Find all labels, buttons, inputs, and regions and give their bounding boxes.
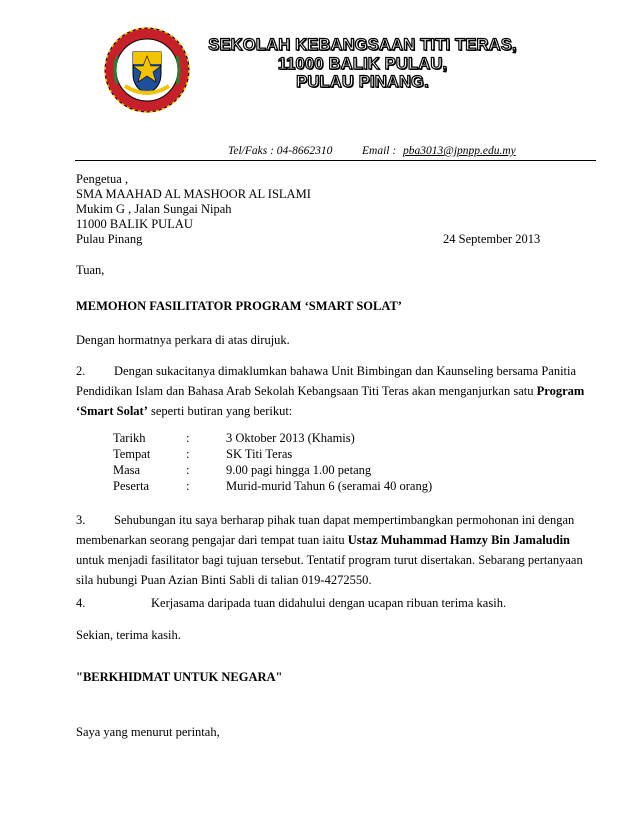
detail-value: 3 Oktober 2013 (Khamis) [226, 431, 355, 445]
closing-line: Sekian, terima kasih. [76, 628, 181, 642]
school-crest-logo [103, 26, 191, 114]
paragraph-3 [76, 510, 596, 590]
sign-off-line: Saya yang menurut perintah, [76, 725, 220, 739]
recipient-line-5: Pulau Pinang [76, 232, 143, 246]
recipient-line-4: 11000 BALIK PULAU [76, 217, 193, 231]
header-divider [75, 160, 596, 161]
paragraph-2-text: Dengan sukacitanya dimaklumkan bahawa Unit Bimbingan dan Kaunseling bersama Panitia Pendidikan Islam dan Bahasa Arab Sekolah Kebangsaan Titi Teras akan menganjurkan satu [76, 364, 577, 398]
school-address: 11000 BALIK PULAU, [277, 55, 448, 73]
paragraph-3-facilitator: Ustaz Muhammad Hamzy Bin Jamaludin [347, 533, 571, 547]
paragraph-3-text: Sehubungan itu saya berharap pihak tuan dapat mempertimbangkan permohonan ini dengan membenarkan seorang pengajar dari tempat tuan iaitu [76, 513, 575, 547]
detail-value: Murid-murid Tahun 6 (seramai 40 orang) [226, 479, 433, 493]
recipient-line-1: Pengetua , [76, 172, 129, 186]
paragraph-4 [76, 596, 506, 611]
paragraph-2 [76, 361, 596, 421]
salutation: Tuan, [76, 263, 105, 277]
detail-label: Masa [113, 463, 141, 477]
email-link[interactable]: pba3013@jpnpp.edu.my [403, 145, 516, 157]
reference-line: Dengan hormatnya perkara di atas dirujuk. [76, 333, 290, 347]
subject-line: MEMOHON FASILITATOR PROGRAM ‘SMART SOLAT’ [76, 299, 402, 313]
email-label: Email : [362, 145, 397, 157]
recipient-line-2: SMA MAAHAD AL MASHOOR AL ISLAMI [76, 187, 311, 201]
detail-label: Tempat [113, 447, 151, 461]
paragraph-4-number: 4. [76, 596, 86, 610]
school-state: PULAU PINANG. [296, 73, 429, 91]
detail-colon: : [186, 431, 190, 445]
paragraph-2-number: 2. [76, 364, 86, 378]
paragraph-3-tail: untuk menjadi fasilitator bagi tujuan tersebut. Tentatif program turut disertakan. Sebarang pertanyaan sila hubungi Puan Azian Binti Sabli di talian 019-4272550. [76, 553, 583, 587]
school-name: SEKOLAH KEBANGSAAN TITI TERAS, [208, 36, 517, 54]
motto-line: "BERKHIDMAT UNTUK NEGARA" [76, 670, 283, 684]
detail-value: SK Titi Teras [226, 447, 293, 461]
paragraph-4-text: Kerjasama daripada tuan didahului dengan ucapan ribuan terima kasih. [151, 596, 507, 610]
detail-label: Peserta [113, 479, 150, 493]
paragraph-2-program: Program ‘Smart Solat’ [76, 384, 585, 418]
detail-colon: : [186, 447, 190, 461]
paragraph-2-tail: seperti butiran yang berikut: [147, 404, 293, 418]
recipient-line-3: Mukim G , Jalan Sungai Nipah [76, 202, 232, 216]
detail-value: 9.00 pagi hingga 1.00 petang [226, 463, 372, 477]
letter-date: 24 September 2013 [443, 232, 541, 246]
detail-colon: : [186, 463, 190, 477]
detail-label: Tarikh [113, 431, 146, 445]
detail-colon: : [186, 479, 190, 493]
paragraph-3-number: 3. [76, 513, 86, 527]
tel-fax: Tel/Faks : 04-8662310 [228, 145, 333, 157]
